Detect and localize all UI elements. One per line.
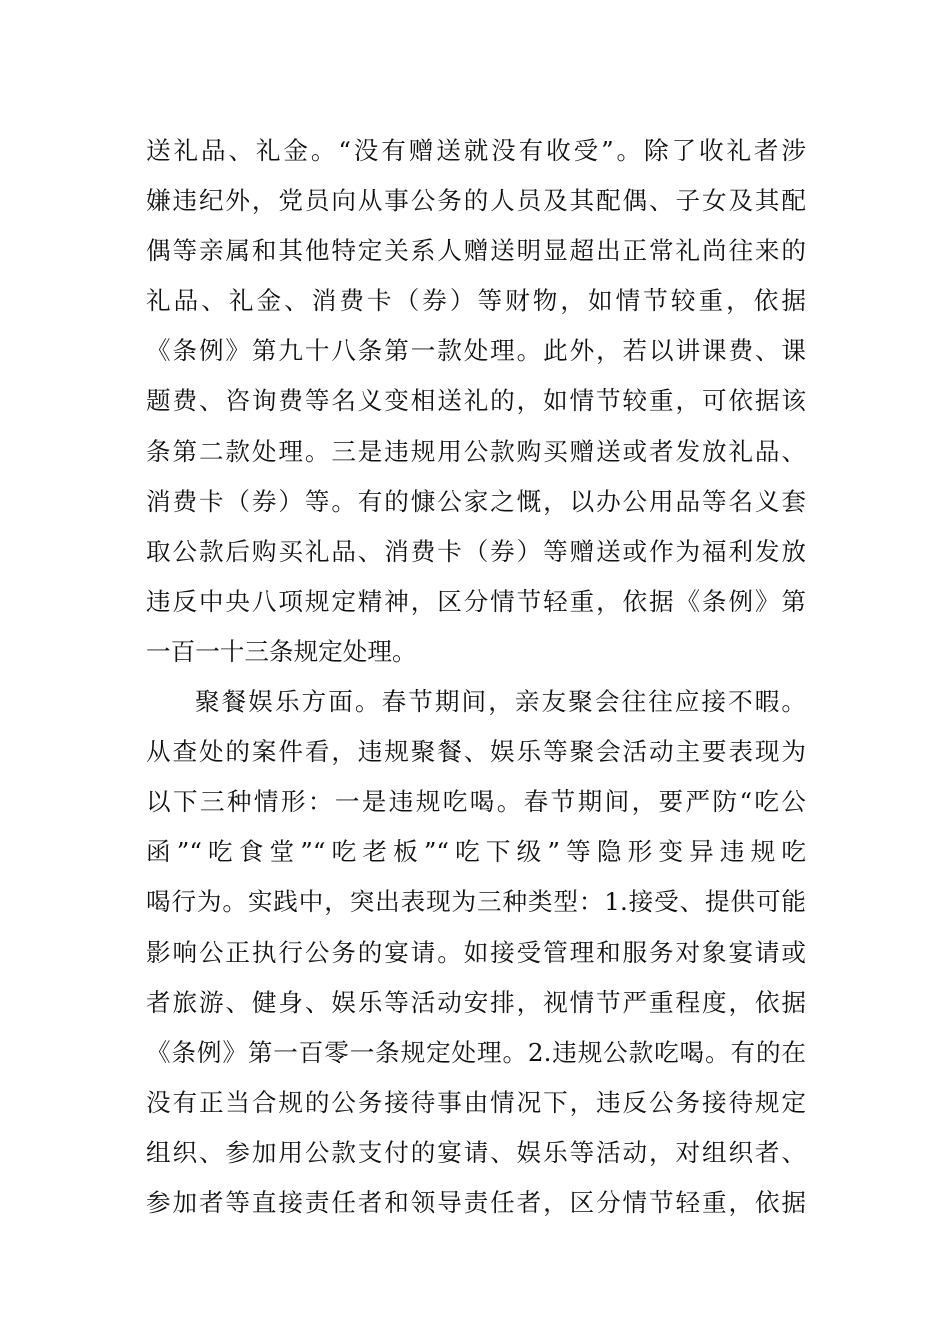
text-line: 喝行为。实践中，突出表现为三种类型：1.接受、提供可能 <box>146 887 806 917</box>
text-line: 参加者等直接责任者和领导责任者，区分情节轻重，依据 <box>146 1187 806 1217</box>
text-line: 《条例》第一百零一条规定处理。2.违规公款吃喝。有的在 <box>146 1037 806 1067</box>
text-line: 礼品、礼金、消费卡（券）等财物，如情节较重，依据 <box>146 286 806 316</box>
text-line: 组织、参加用公款支付的宴请、娱乐等活动，对组织者、 <box>146 1137 806 1167</box>
text-line: 违反中央八项规定精神，区分情节轻重，依据《条例》第 <box>146 586 806 616</box>
paragraph-first-line: 聚餐娱乐方面。春节期间，亲友聚会往往应接不暇。 <box>195 687 806 717</box>
text-line: 函”“吃食堂”“吃老板”“吃下级”等隐形变异违规吃 <box>146 837 806 867</box>
text-line: 取公款后购买礼品、消费卡（券）等赠送或作为福利发放 <box>146 536 806 566</box>
text-line: 送礼品、礼金。“没有赠送就没有收受”。除了收礼者涉 <box>146 136 806 165</box>
text-line: 者旅游、健身、娱乐等活动安排，视情节严重程度，依据 <box>146 987 806 1017</box>
text-line: 一百一十三条规定处理。 <box>146 636 417 666</box>
text-line: 《条例》第九十八条第一款处理。此外，若以讲课费、课 <box>146 336 806 366</box>
text-line: 影响公正执行公务的宴请。如接受管理和服务对象宴请或 <box>146 937 806 967</box>
text-line: 消费卡（券）等。有的慷公家之慨，以办公用品等名义套 <box>146 486 806 516</box>
text-line: 嫌违纪外，党员向从事公务的人员及其配偶、子女及其配 <box>146 186 806 216</box>
body-text <box>146 126 806 1228</box>
text-line: 没有正当合规的公务接待事由情况下，违反公务接待规定 <box>146 1087 806 1117</box>
text-line: 以下三种情形：一是违规吃喝。春节期间，要严防“吃公 <box>146 787 806 817</box>
text-line: 从查处的案件看，违规聚餐、娱乐等聚会活动主要表现为 <box>146 737 806 767</box>
text-line: 偶等亲属和其他特定关系人赠送明显超出正常礼尚往来的 <box>146 236 806 266</box>
text-line: 条第二款处理。三是违规用公款购买赠送或者发放礼品、 <box>146 436 806 466</box>
text-line: 题费、咨询费等名义变相送礼的，如情节较重，可依据该 <box>146 386 806 416</box>
